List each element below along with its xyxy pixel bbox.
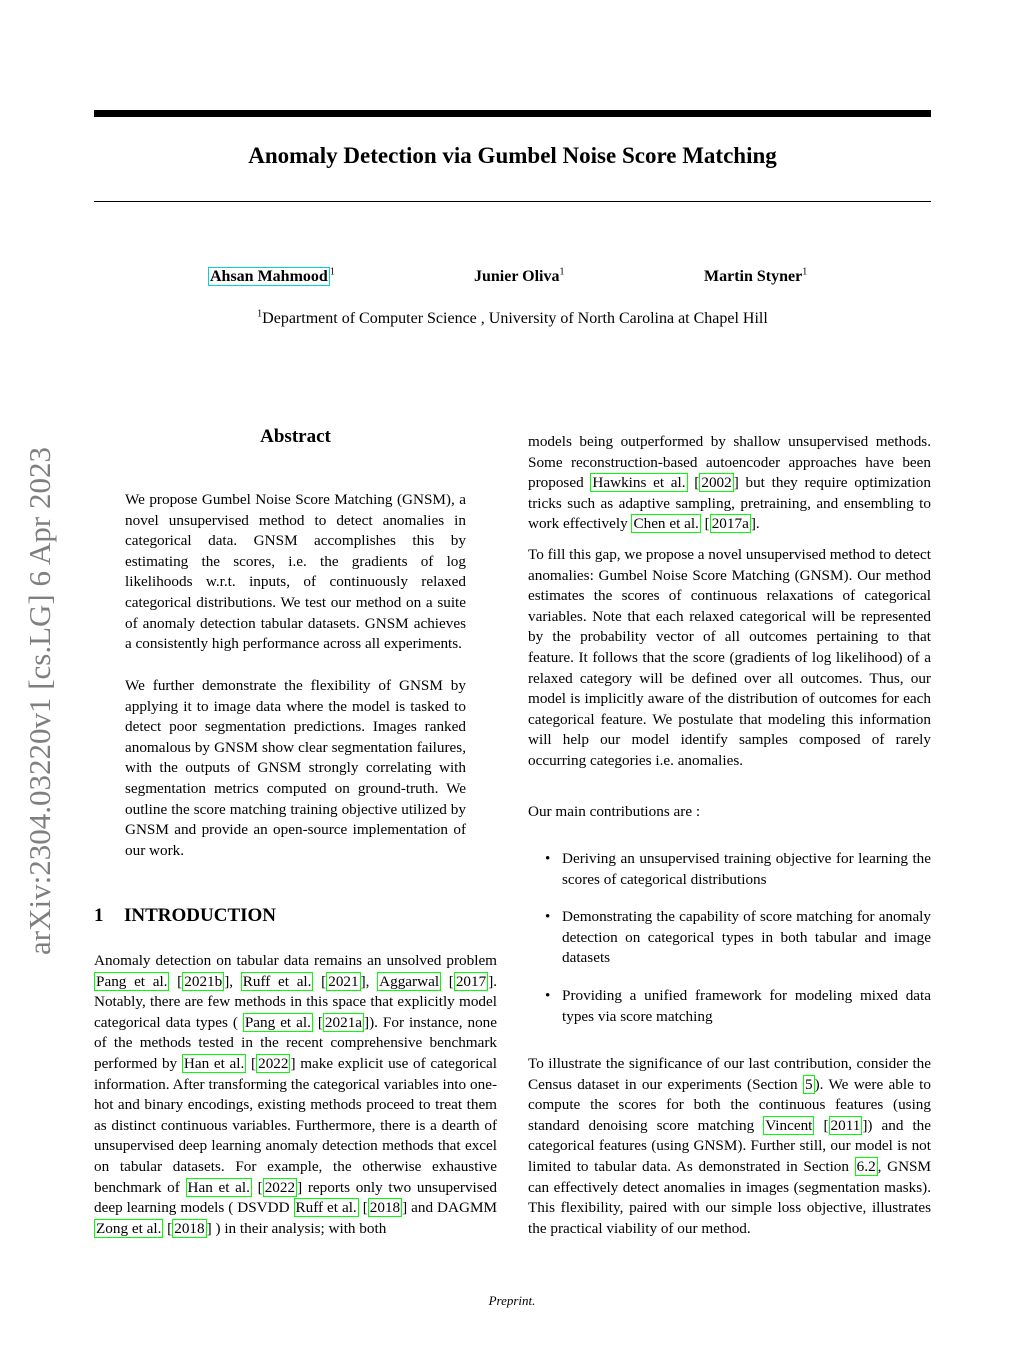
arxiv-stamp: arXiv:2304.03220v1 [cs.LG] 6 Apr 2023 <box>22 447 57 955</box>
affil-mark: 1 <box>802 266 808 278</box>
citation-link[interactable]: Ruff et al. <box>295 1199 357 1217</box>
citation-link[interactable]: Zong et al. <box>96 1219 162 1237</box>
title-rule <box>94 201 931 202</box>
top-rule <box>94 110 931 117</box>
section-ref-link[interactable]: 5 <box>804 1075 813 1093</box>
author-name: Martin Styner <box>704 268 803 285</box>
citation-link[interactable]: Pang et al. <box>96 972 168 990</box>
author-1 <box>208 268 335 286</box>
paper-title: Anomaly Detection via Gumbel Noise Score Matching <box>248 143 777 168</box>
section-ref-link[interactable]: 6.2 <box>856 1157 876 1175</box>
intro-paragraph: Anomaly detection on tabular data remains an unsolved problem Pang et al. [ 2021b ], Ruff et al. [ 2021 ], Aggarwal [ 2017 ]. Notably, there are few methods in this space that explicitly model categorical data types ( Pang et al. [ 2021a ]). For instance, none of the methods tested in the recent comprehensive benchmark performed by Han et al. [ 2022 ] make explicit use of categorical information. After transforming the categorical variables into one-hot and binary encodings, existing methods proceed to treat them as distinct continuous variables. Furthermore, there is a dearth of unsupervised deep learning anomaly detection methods that excel on tabular datasets. For example, the otherwise exhaustive benchmark of Han et al. [ 2022 ] reports only two unsupervised deep learning models ( DSVDD Ruff et al. [ 2018 ] and DAGMM Zong et al. [ 2018 ] ) in their analysis; with both <box>94 952 498 1237</box>
section-heading: 1 INTRODUCTION <box>94 905 277 926</box>
citation-link[interactable]: Hawkins et al. <box>592 474 686 492</box>
author-3 <box>704 268 807 286</box>
abstract-paragraph-1: We propose Gumbel Noise Score Matching (GNSM), a novel unsupervised method to detect anomalies in categorical data. GNSM accomplishes this by estimating the scores, i.e. the gradients of log likelihoods w.r.t. inputs, of continuously relaxed categorical distributions. We test our method on a suite of anomaly detection tabular datasets. GNSM achieves a consistently high performance across all experiments. <box>125 491 466 653</box>
citation-link[interactable]: 2021a <box>324 1013 363 1031</box>
citation-link[interactable]: Vincent <box>765 1116 813 1134</box>
citation-link[interactable]: 2017a <box>711 515 749 533</box>
citation-link[interactable]: Pang et al. <box>244 1013 311 1031</box>
citation-link[interactable]: 2021b <box>184 972 223 990</box>
citation-link[interactable]: Ruff et al. <box>242 972 312 990</box>
affiliation: $^1$Department of Computer Science , University of North Carolina at Chapel Hill <box>257 308 768 327</box>
citation-link[interactable]: Chen et al. <box>633 515 699 533</box>
citation-link[interactable]: Aggarwal <box>379 972 440 990</box>
affil-mark: 1 <box>559 266 565 278</box>
citation-link[interactable]: 2021 <box>328 972 359 990</box>
affil-mark: 1 <box>329 266 335 278</box>
author-2 <box>474 268 565 286</box>
citation-link[interactable]: 2011 <box>830 1116 861 1134</box>
right-paragraph-1: models being outperformed by shallow unsupervised methods. Some reconstruction-based autoencoder approaches have been proposed Hawkins et al. [ 2002 ] but they require optimization tricks such as adaptive sampling, pretraining, and ensembling to work effectively Chen et al. [ 2017a ]. <box>528 433 931 533</box>
abstract-title: Abstract <box>260 426 331 447</box>
citation-link[interactable]: Han et al. <box>183 1054 245 1072</box>
abstract-paragraph-2: We further demonstrate the flexibility of GNSM by applying it to image data where the model is tasked to detect poor segmentation predictions. Images ranked anomalous by GNSM show clear segmentation failures, with the outputs of GNSM strongly correlating with segmentation metrics computed on ground-truth. We outline the score matching training objective utilized by GNSM and provide an open-source implementation of our work. <box>125 677 466 859</box>
right-paragraph-2: To fill this gap, we propose a novel unsupervised method to detect anomalies: Gumbel Noise Score Matching (GNSM). Our method estimates the scores of continuous relaxations of categorical variables. Note that each relaxed categorical will be represented by the probability vector of all outcomes pertaining to that feature. It follows that the score (gradients of log likelihood) of a relaxed category will be defined over all outcomes. Thus, our model is implicitly aware of the distribution of outcomes for each categorical feature. We postulate that modeling this information will help our model identify samples composed of rarely occurring categories i.e. anomalies. <box>528 546 932 769</box>
citation-link[interactable]: 2018 <box>369 1199 401 1217</box>
citation-link[interactable]: 2022 <box>264 1178 296 1196</box>
page-footer: Preprint. <box>488 1293 536 1308</box>
citation-link[interactable]: 2002 <box>701 474 732 492</box>
author-name: Junier Oliva <box>474 268 560 285</box>
author-link[interactable]: Ahsan Mahmood <box>210 268 328 285</box>
right-paragraph-3: To illustrate the significance of our last contribution, consider the Census dataset in our experiments (Section 5 ). We were able to compute the scores for both the continuous features (using standard denoising score matching Vincent [ 2011 ]) and the categorical features (using GNSM). Further still, our model is not limited to tabular data. As demonstrated in Section 6.2 , GNSM can effectively detect anomalies in images (segmentation masks). This flexibility, paired with our simple loss objective, illustrates the practical viability of our method. <box>528 1055 932 1237</box>
citation-link[interactable]: 2022 <box>258 1054 289 1072</box>
citation-link[interactable]: Han et al. <box>187 1178 250 1196</box>
citation-link[interactable]: 2017 <box>455 972 487 990</box>
contributions-intro: Our main contributions are : <box>528 803 701 820</box>
citation-link[interactable]: 2018 <box>174 1219 205 1237</box>
